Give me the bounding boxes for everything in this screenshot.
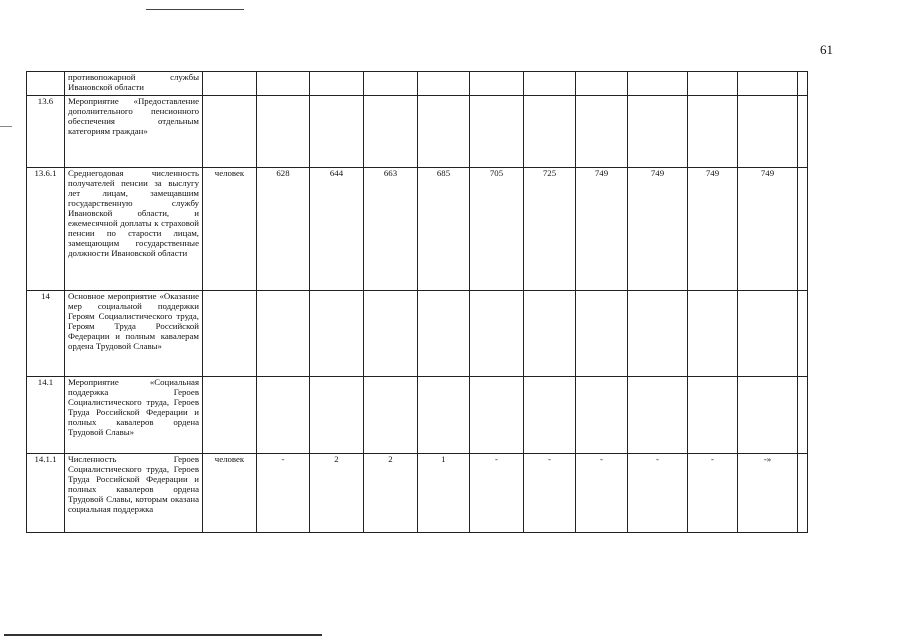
value-cell: -	[688, 454, 738, 533]
value-cell: -	[524, 454, 576, 533]
row-unit	[203, 291, 257, 377]
value-cell	[470, 72, 524, 96]
row-description: Мероприятие «Предоставление дополнительного пенсионного обеспечения отдельным категориям граждан»	[65, 96, 203, 168]
value-cell	[418, 377, 470, 454]
table-row	[27, 72, 808, 96]
value-cell	[364, 291, 418, 377]
row-number: 14.1.1	[27, 454, 65, 533]
value-cell: 749	[628, 168, 688, 291]
row-description: Мероприятие «Социальная поддержка Героев Социалистического труда, Героев Труда Российской Федерации и полных кавалеров ордена Трудовой Славы»	[65, 377, 203, 454]
value-cell	[798, 72, 808, 96]
value-cell: 725	[524, 168, 576, 291]
page-number: 61	[820, 42, 833, 57]
value-cell	[798, 96, 808, 168]
table-row	[27, 168, 808, 291]
value-cell	[576, 96, 628, 168]
top-rule	[146, 9, 244, 10]
table-row	[27, 96, 808, 168]
value-cell	[257, 377, 310, 454]
row-description: Численность Героев Социалистического труда, Героев Труда Российской Федерации и полных кавалеров ордена Трудовой Славы, которым оказана социальная поддержка	[65, 454, 203, 533]
row-unit	[203, 377, 257, 454]
value-cell: -	[257, 454, 310, 533]
value-cell: 749	[688, 168, 738, 291]
value-cell	[310, 96, 364, 168]
value-cell	[524, 377, 576, 454]
value-cell	[628, 96, 688, 168]
row-description: Основное мероприятие «Оказание мер социальной поддержки Героям Социалистического труда, Героям Труда Российской Федерации и полным кавалерам ордена Трудовой Славы»	[65, 291, 203, 377]
value-cell	[738, 291, 798, 377]
value-cell	[576, 377, 628, 454]
value-cell	[310, 291, 364, 377]
value-cell	[738, 96, 798, 168]
indicators-table	[26, 71, 808, 533]
value-cell	[798, 377, 808, 454]
value-cell	[257, 96, 310, 168]
value-cell: 749	[738, 168, 798, 291]
value-cell	[418, 96, 470, 168]
table-row	[27, 454, 808, 533]
row-description: противопожарной службы Ивановской области	[65, 72, 203, 96]
value-cell: 749	[576, 168, 628, 291]
table-row	[27, 377, 808, 454]
row-unit	[203, 72, 257, 96]
value-cell: 705	[470, 168, 524, 291]
value-cell	[738, 377, 798, 454]
value-cell	[470, 291, 524, 377]
value-cell: -	[576, 454, 628, 533]
row-unit	[203, 96, 257, 168]
value-cell	[688, 72, 738, 96]
value-cell: -»	[738, 454, 798, 533]
value-cell	[364, 377, 418, 454]
value-cell	[257, 291, 310, 377]
value-cell	[418, 72, 470, 96]
value-cell: 1	[418, 454, 470, 533]
value-cell	[738, 72, 798, 96]
value-cell	[798, 168, 808, 291]
value-cell	[688, 377, 738, 454]
row-number	[27, 72, 65, 96]
value-cell	[628, 72, 688, 96]
value-cell	[470, 377, 524, 454]
value-cell	[688, 291, 738, 377]
value-cell	[364, 96, 418, 168]
value-cell: 685	[418, 168, 470, 291]
value-cell	[576, 291, 628, 377]
value-cell: 2	[364, 454, 418, 533]
value-cell	[628, 377, 688, 454]
row-description: Среднегодовая численность получателей пенсии за выслугу лет лицам, замещавшим государственную службу Ивановской области, и ежемесячной доплаты к страховой пенсии по старости лицам, замещающим государственные должности Ивановской области	[65, 168, 203, 291]
value-cell	[524, 72, 576, 96]
value-cell: -	[628, 454, 688, 533]
row-unit: человек	[203, 454, 257, 533]
value-cell	[310, 72, 364, 96]
bottom-rule	[4, 634, 322, 636]
value-cell	[310, 377, 364, 454]
margin-mark	[0, 126, 12, 127]
value-cell	[470, 96, 524, 168]
row-number: 13.6	[27, 96, 65, 168]
value-cell: 2	[310, 454, 364, 533]
value-cell	[524, 96, 576, 168]
table-row	[27, 291, 808, 377]
row-unit: человек	[203, 168, 257, 291]
value-cell	[576, 72, 628, 96]
value-cell	[364, 72, 418, 96]
value-cell	[418, 291, 470, 377]
value-cell	[628, 291, 688, 377]
value-cell	[257, 72, 310, 96]
value-cell	[798, 454, 808, 533]
value-cell: 663	[364, 168, 418, 291]
row-number: 14	[27, 291, 65, 377]
row-number: 13.6.1	[27, 168, 65, 291]
row-number: 14.1	[27, 377, 65, 454]
value-cell	[524, 291, 576, 377]
value-cell: -	[470, 454, 524, 533]
value-cell: 644	[310, 168, 364, 291]
value-cell	[798, 291, 808, 377]
value-cell: 628	[257, 168, 310, 291]
value-cell	[688, 96, 738, 168]
